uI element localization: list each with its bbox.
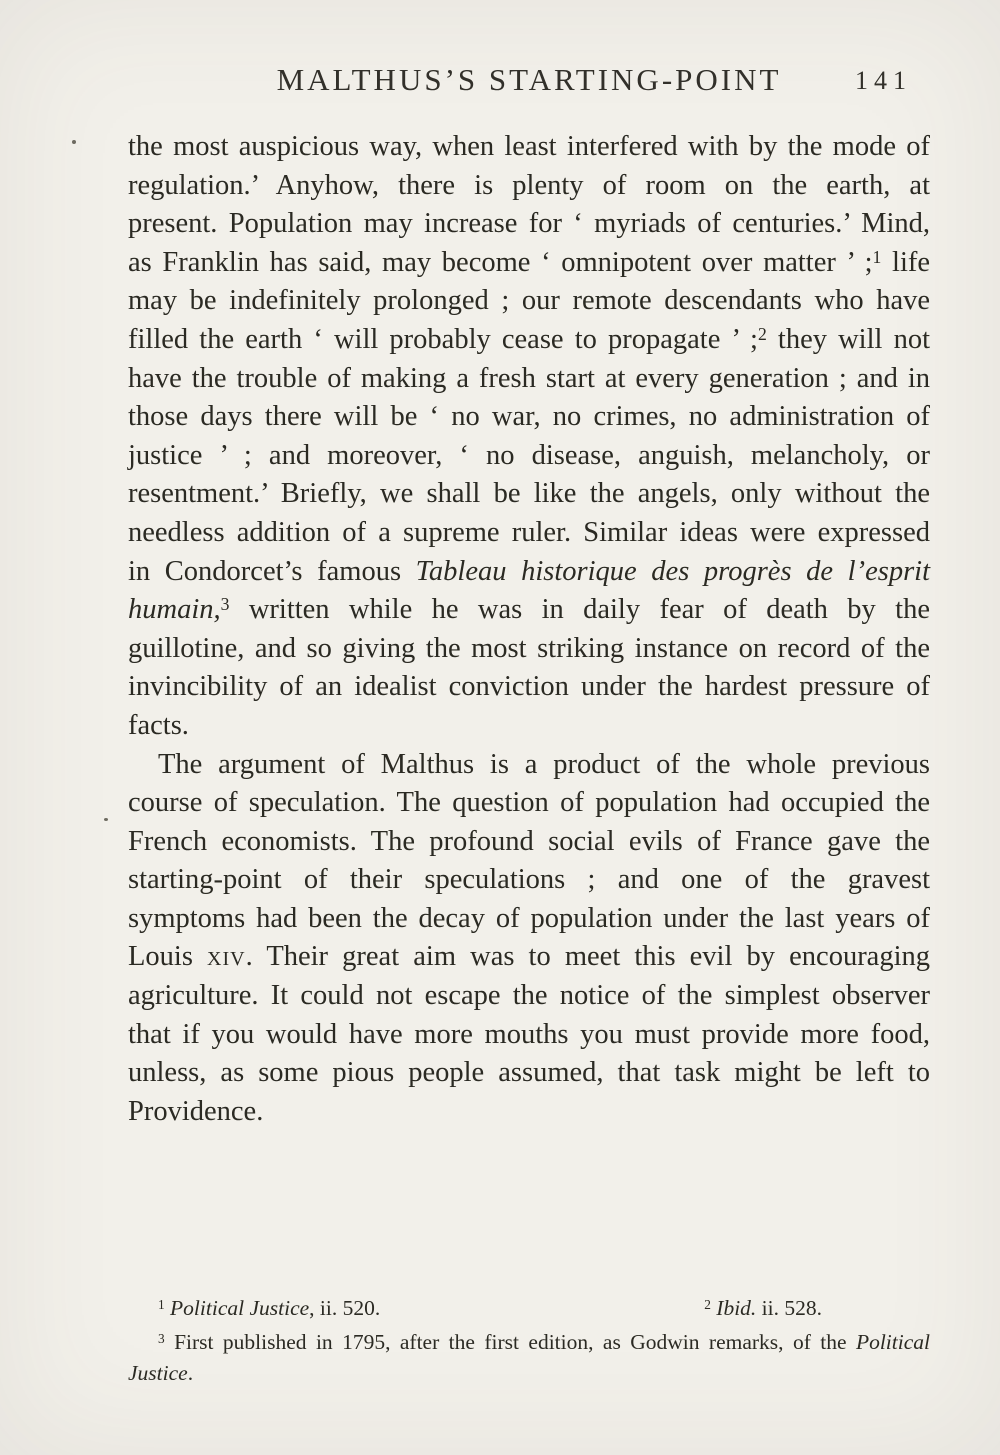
footnote-3-marker: 3: [158, 1331, 165, 1347]
paragraph-2: [128, 746, 930, 1132]
footnote-marker-3: 3: [220, 594, 230, 615]
paragraph-text: . Their great aim was to meet this evil by encouraging agriculture. It could not escape the notice of the simplest observer that if you would have more mouths you must provide more food, unless, as some pious people assumed, that task might be left to Providence.: [128, 941, 930, 1127]
footnote-3: [128, 1327, 930, 1389]
scan-speck: [104, 818, 108, 821]
footnote-1-text: , ii. 520.: [309, 1296, 381, 1320]
page-number: 141: [855, 66, 912, 95]
footnote-row: [128, 1293, 930, 1324]
footnotes-section: [128, 1293, 930, 1389]
book-title-italic: Tableau historique des progrès de l’esprit humain,: [128, 555, 930, 626]
paragraph-text: the most auspicious way, when least interfered with by the mode of regulation.’ Anyhow, there is plenty of room on the earth, at present. Population may increase for ‘ myriads of centuries.’ Mind, as Franklin has said, may become ‘ omnipotent over matter ’ ;: [128, 131, 930, 278]
footnote-2-title: Ibid.: [716, 1296, 757, 1320]
footnote-3-text: .: [187, 1361, 194, 1385]
footnote-1-marker: 1: [158, 1297, 165, 1313]
paragraph-text: written while he was in daily fear of death by the guillotine, and so giving the most striking instance on record of the invincibility of an idealist conviction under the hardest pressure of facts.: [128, 594, 930, 741]
footnote-marker-2: 2: [757, 324, 767, 345]
footnote-2-text: ii. 528.: [756, 1296, 822, 1320]
paragraph-1: [128, 128, 930, 746]
footnote-marker-1: 1: [872, 246, 882, 267]
paragraph-text: they will not have the trouble of making a fresh start at every generation ; and in those days there will be ‘ no war, no crimes, no administration of justice ’ ; and moreover, ‘ no disease, anguish, melancholy, or resentment.’ Briefly, we shall be like the angels, only without the needless addition of a supreme ruler. Similar ideas were expressed in Condorcet’s famous: [128, 323, 930, 587]
footnote-1: [128, 1293, 380, 1324]
page-header: [128, 62, 930, 98]
running-title: MALTHUS’S STARTING-POINT: [276, 62, 782, 97]
footnote-2-marker: 2: [704, 1297, 711, 1313]
footnote-1-title: Political Justice: [170, 1296, 310, 1320]
footnote-2: [704, 1293, 822, 1324]
footnote-3-text: First published in 1795, after the first edition, as Godwin remarks, of the: [164, 1330, 856, 1354]
smallcaps-numeral: xiv: [207, 941, 246, 973]
paragraph-text: life may be indefinitely prolonged ; our remote descendants who have filled the earth ‘ will probably cease to propagate ’ ;: [128, 246, 930, 355]
text-block: [128, 128, 930, 1131]
scan-speck: [72, 140, 76, 144]
footnote-3-title: Political Justice: [128, 1330, 930, 1385]
paragraph-text: The argument of Malthus is a product of the whole previous course of speculation. The question of population had occupied the French economists. The profound social evils of France gave the starting-point of their speculations ; and one of the gravest symptoms had been the decay of population under the last years of Louis: [128, 748, 930, 973]
